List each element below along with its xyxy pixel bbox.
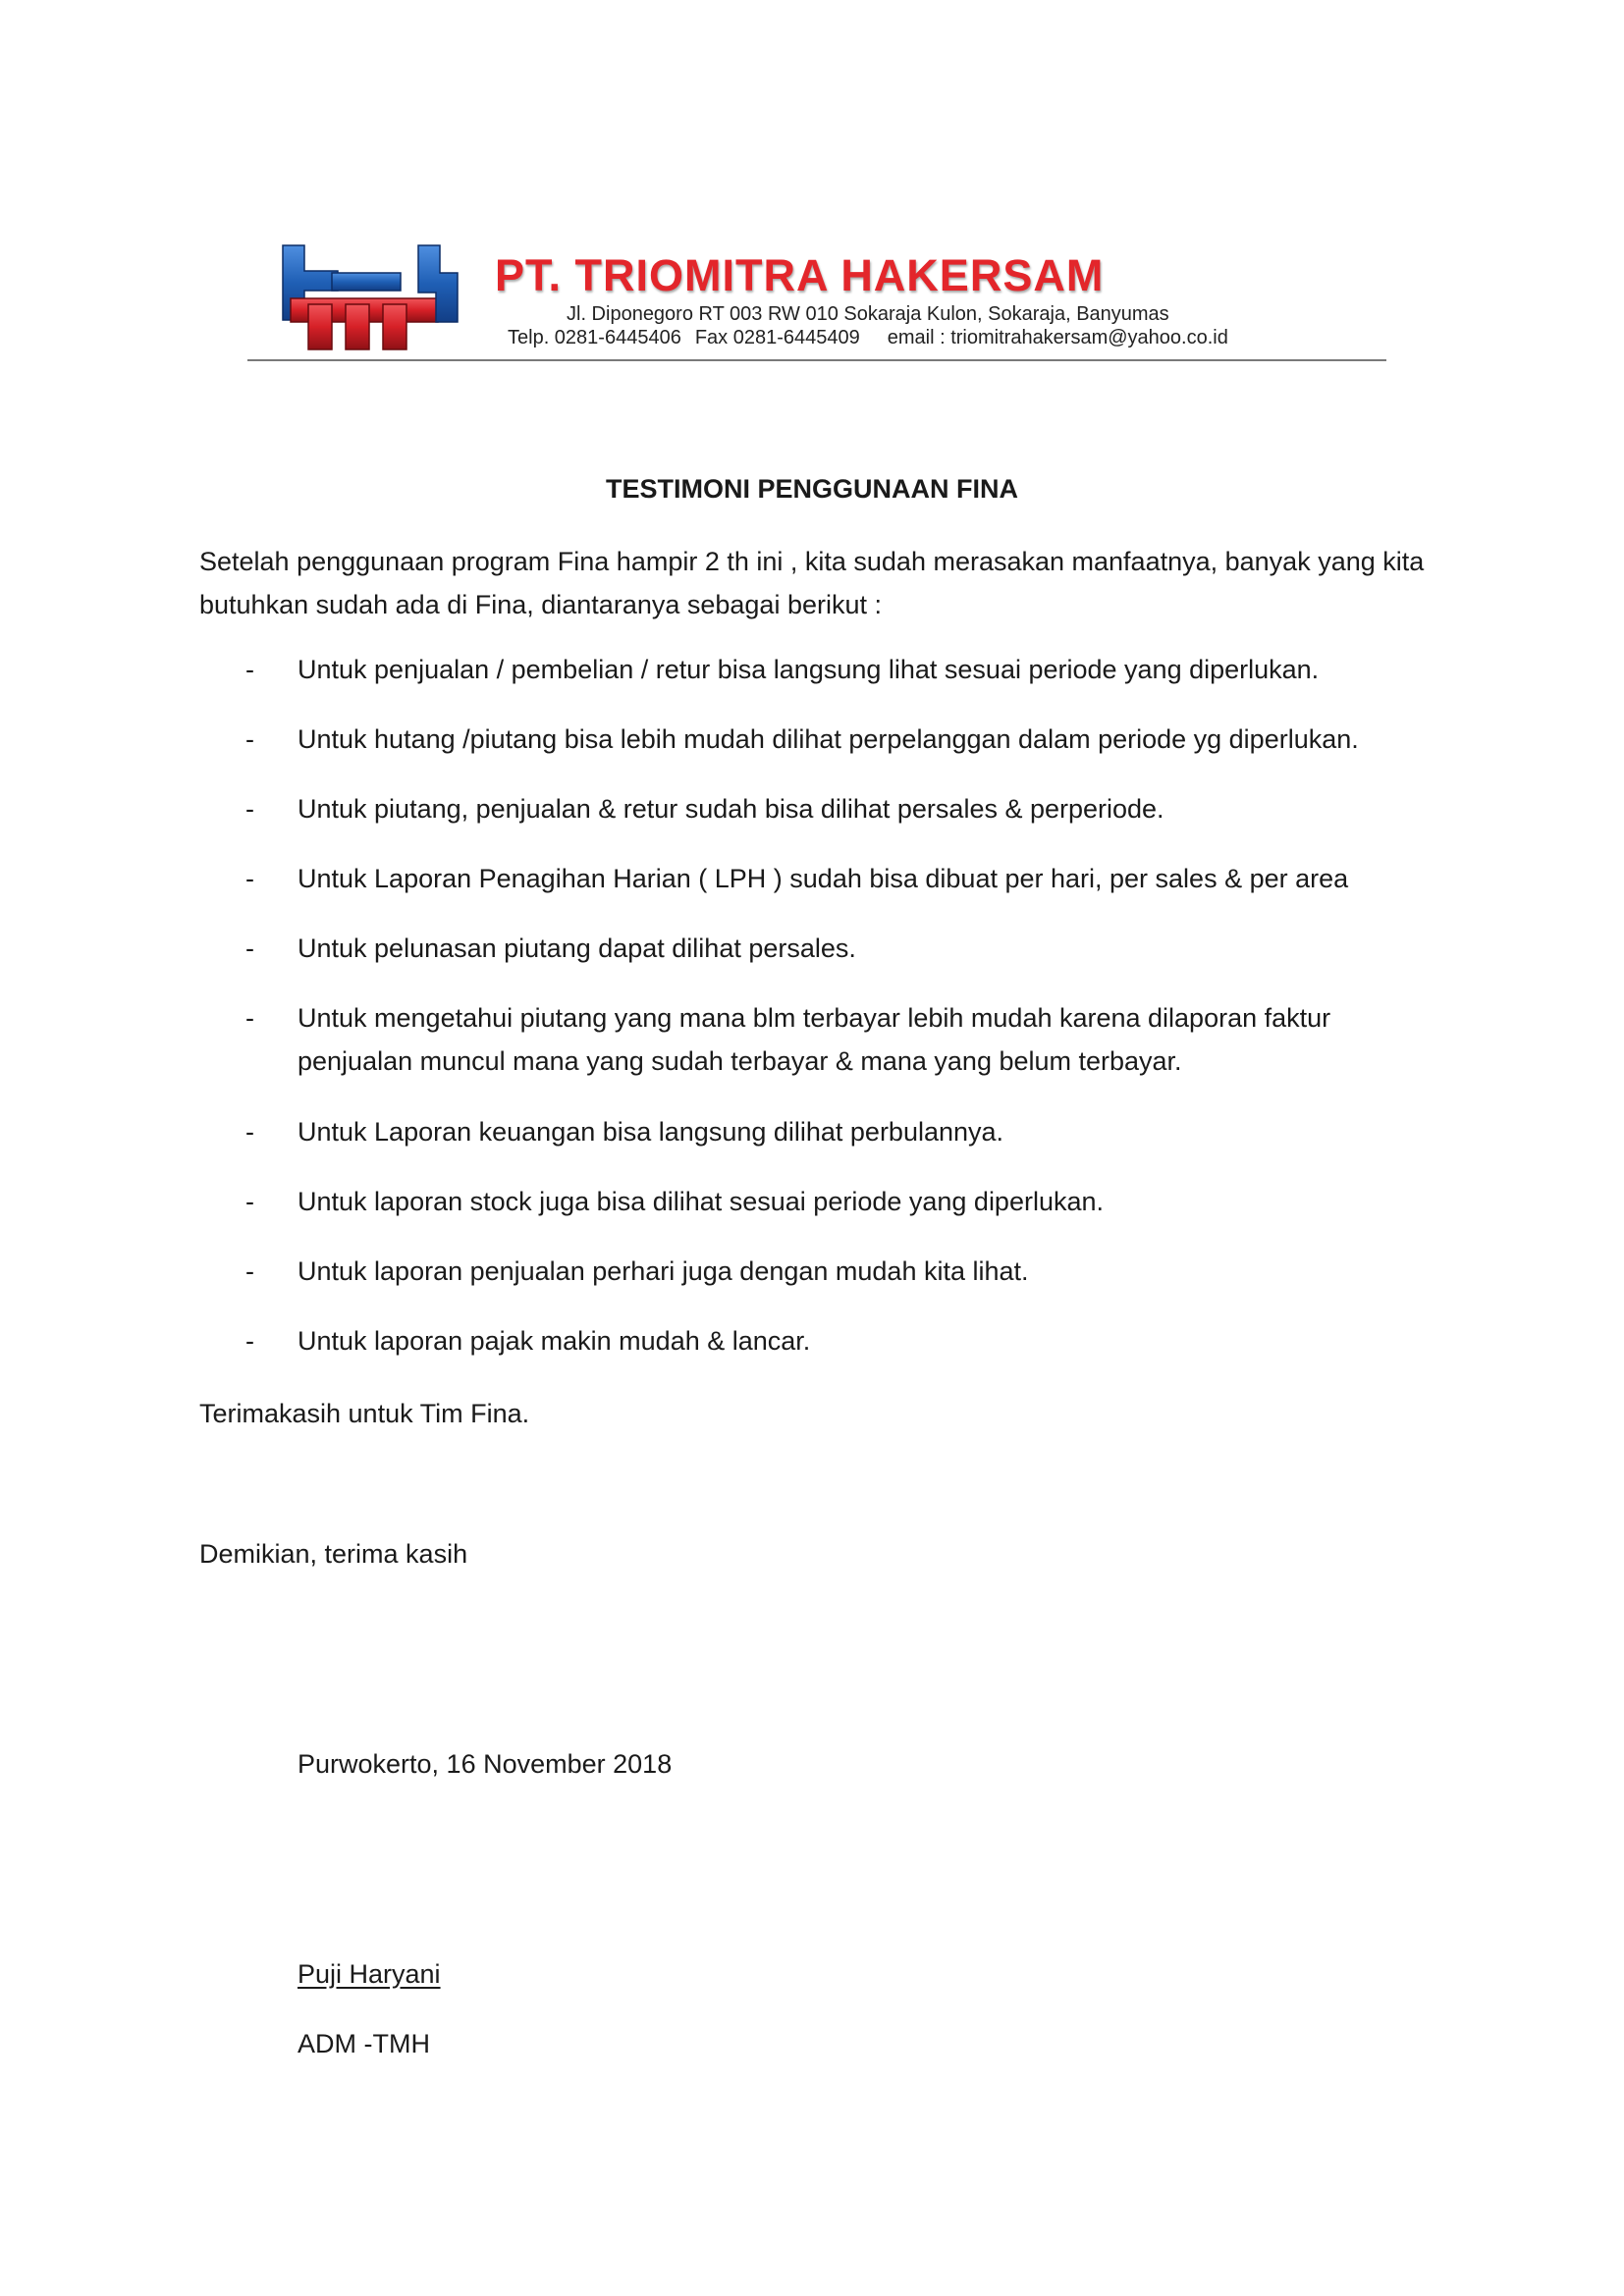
list-item-text: Untuk piutang, penjualan & retur sudah bisa dilihat persales & perperiode. bbox=[298, 794, 1164, 824]
signer-title: ADM -TMH bbox=[298, 2029, 430, 2058]
list-marker: - bbox=[245, 794, 254, 824]
list-marker: - bbox=[245, 724, 254, 754]
list-item-text: Untuk Laporan Penagihan Harian ( LPH ) sudah bisa dibuat per hari, per sales & per area bbox=[298, 864, 1349, 893]
intro-paragraph: Setelah penggunaan program Fina hampir 2 th ini , kita sudah merasakan manfaatnya, banyak yang kita butuhkan sudah ada di Fina, diantaranya sebagai berikut : bbox=[199, 547, 1425, 619]
list-marker: - bbox=[245, 1003, 254, 1033]
place-date: Purwokerto, 16 November 2018 bbox=[298, 1749, 673, 1779]
signer-name: Puji Haryani bbox=[298, 1959, 441, 1989]
list-marker: - bbox=[245, 864, 254, 893]
document-title: TESTIMONI PENGGUNAAN FINA bbox=[605, 474, 1018, 504]
list-marker: - bbox=[245, 655, 254, 684]
list-marker: - bbox=[245, 1326, 254, 1356]
company-address: Jl. Diponegoro RT 003 RW 010 Sokaraja Kulon, Sokaraja, Banyumas bbox=[567, 303, 1169, 325]
list-item-text: Untuk pelunasan piutang dapat dilihat persales. bbox=[298, 934, 856, 963]
list-marker: - bbox=[245, 1117, 254, 1147]
list-item-text: Untuk mengetahui piutang yang mana blm terbayar lebih mudah karena dilaporan faktur penjualan muncul mana yang sudah terbayar & mana yang belum terbayar. bbox=[298, 1003, 1331, 1076]
thanks-line: Terimakasih untuk Tim Fina. bbox=[199, 1399, 530, 1428]
list-marker: - bbox=[245, 934, 254, 963]
list-item-text: Untuk laporan penjualan perhari juga dengan mudah kita lihat. bbox=[298, 1256, 1029, 1286]
list-marker: - bbox=[245, 1187, 254, 1216]
list-marker: - bbox=[245, 1256, 254, 1286]
company-email: email : triomitrahakersam@yahoo.co.id bbox=[887, 327, 1228, 348]
list-item-text: Untuk Laporan keuangan bisa langsung dilihat perbulannya. bbox=[298, 1117, 1004, 1147]
company-name: PT. TRIOMITRA HAKERSAM bbox=[495, 250, 1105, 300]
list-item-text: Untuk penjualan / pembelian / retur bisa langsung lihat sesuai periode yang diperlukan. bbox=[298, 655, 1320, 684]
company-fax: Fax 0281-6445409 bbox=[694, 327, 860, 348]
list-item-text: Untuk laporan pajak makin mudah & lancar. bbox=[298, 1326, 811, 1356]
closing-line: Demikian, terima kasih bbox=[199, 1539, 468, 1569]
company-phone: Telp. 0281-6445406 bbox=[508, 327, 681, 348]
list-item-text: Untuk hutang /piutang bisa lebih mudah dilihat perpelanggan dalam periode yg diperlukan. bbox=[298, 724, 1359, 754]
list-item-text: Untuk laporan stock juga bisa dilihat sesuai periode yang diperlukan. bbox=[298, 1187, 1105, 1216]
